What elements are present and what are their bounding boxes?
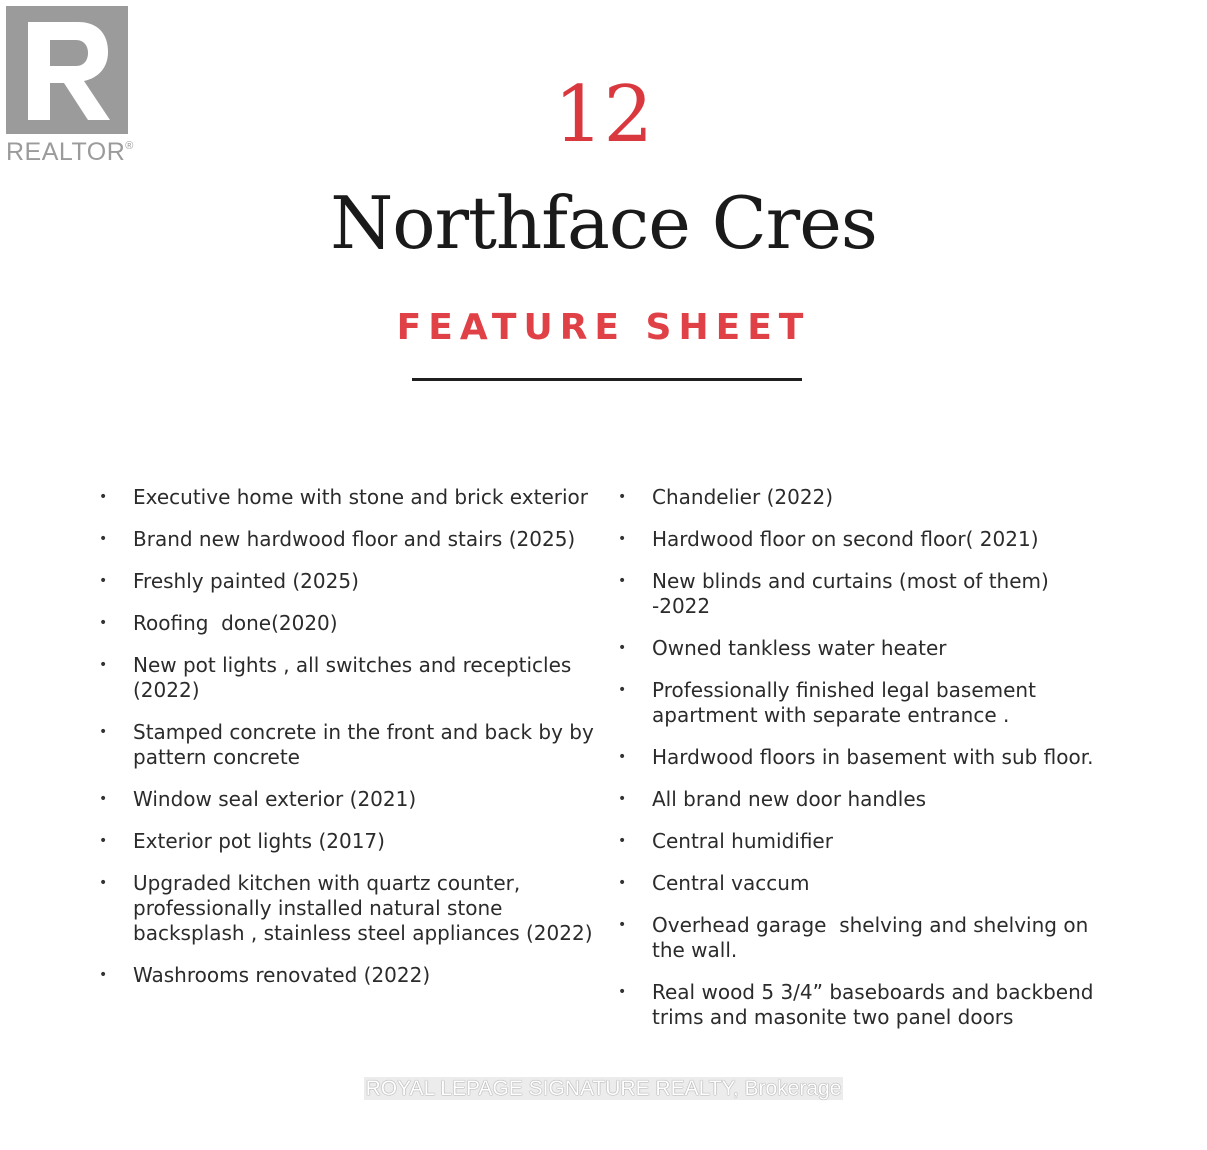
feature-item: • New blinds and curtains (most of them) -2022 [618,569,1049,618]
feature-item: • All brand new door handles [618,787,927,811]
bullet-icon: • [618,682,627,698]
feature-item: • Hardwood floor on second floor( 2021) [618,527,1039,551]
bullet-icon: • [618,875,627,891]
realtor-wordmark: REALTOR® [6,138,134,166]
feature-item: • New pot lights , all switches and recepticles (2022) [99,653,572,702]
bullet-icon: • [99,657,108,673]
bullet-icon: • [618,489,627,505]
feature-sheet-title: FEATURE SHEET [396,307,811,348]
feature-item: • Overhead garage shelving and shelving on the wall. [618,913,1095,962]
feature-item: • Executive home with stone and brick exterior [99,485,588,509]
bullet-icon: • [618,984,627,1000]
feature-list-right [615,485,1100,1047]
street-name: Northface Cres [330,181,877,265]
bullet-icon: • [618,749,627,765]
feature-list-left [96,485,606,1005]
feature-item: • Washrooms renovated (2022) [99,963,431,987]
feature-item: • Owned tankless water heater [618,636,947,660]
feature-item: • Real wood 5 3/4” baseboards and backbend trims and masonite two panel doors [618,980,1094,1029]
bullet-icon: • [99,875,108,891]
bullet-icon: • [618,531,627,547]
bullet-icon: • [618,791,627,807]
feature-item: • Hardwood floors in basement with sub floor. [618,745,1094,769]
feature-item: • Roofing done(2020) [99,611,338,635]
feature-item: • Professionally finished legal basement apartment with separate entrance . [618,678,1036,727]
bullet-icon: • [618,917,627,933]
feature-item: • Central humidifier [618,829,833,853]
feature-item: • Window seal exterior (2021) [99,787,417,811]
bullet-icon: • [99,833,108,849]
feature-item: • Stamped concrete in the front and back by by pattern concrete [99,720,594,769]
feature-item: • Exterior pot lights (2017) [99,829,385,853]
bullet-icon: • [618,640,627,656]
feature-item: • Upgraded kitchen with quartz counter, professionally installed natural stone backsplash , stainless steel appliances (2022) [99,871,593,945]
feature-item: • Central vaccum [618,871,810,895]
bullet-icon: • [618,573,627,589]
bullet-icon: • [99,615,108,631]
bullet-icon: • [99,724,108,740]
title-divider [412,378,802,381]
bullet-icon: • [618,833,627,849]
feature-item: • Freshly painted (2025) [99,569,359,593]
bullet-icon: • [99,531,108,547]
bullet-icon: • [99,573,108,589]
bullet-icon: • [99,489,108,505]
brokerage-watermark: ROYAL LEPAGE SIGNATURE REALTY, Brokerage [365,1077,842,1100]
bullet-icon: • [99,967,108,983]
bullet-icon: • [99,791,108,807]
feature-item: • Chandelier (2022) [618,485,834,509]
feature-item: • Brand new hardwood floor and stairs (2025) [99,527,576,551]
street-number: 12 [553,70,654,160]
